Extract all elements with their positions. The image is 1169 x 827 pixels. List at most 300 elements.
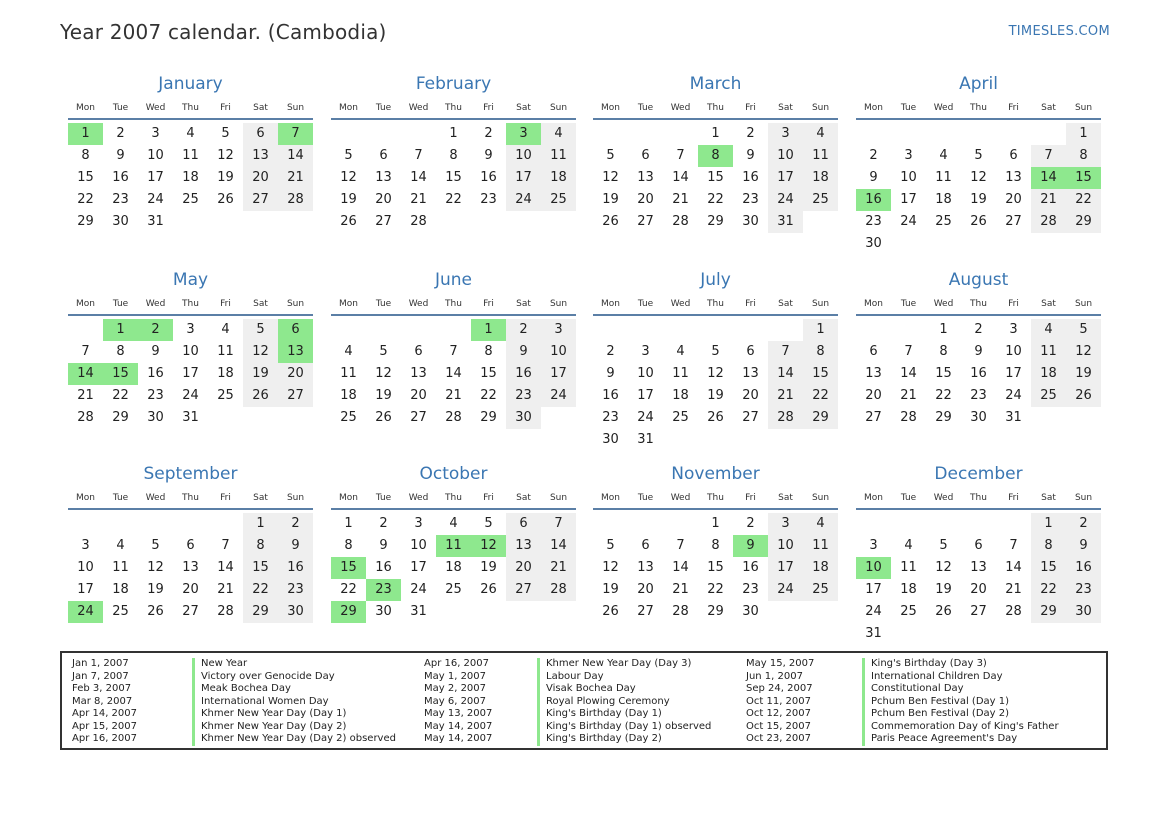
day-cell: 18 — [541, 167, 576, 189]
month-name: November — [671, 464, 760, 484]
empty-cell — [68, 513, 103, 535]
weekday-label: Sun — [1074, 493, 1093, 503]
holiday-date: Jan 1, 2007 — [72, 658, 129, 669]
day-cell: 16 — [147, 366, 164, 381]
day-cell: 7 — [1009, 538, 1018, 553]
day-cell: 25 — [803, 189, 838, 211]
day-cell: 4 — [449, 516, 458, 531]
holiday-date: Sep 24, 2007 — [746, 683, 813, 694]
day-cell: 3 — [768, 513, 803, 535]
weekday-label: Wed — [408, 493, 429, 503]
day-cell: 29 — [935, 410, 952, 425]
day-cell: 9 — [116, 148, 125, 163]
weekday-label: Sun — [286, 493, 305, 503]
day-cell: 24 — [506, 189, 541, 211]
day-cell: 26 — [970, 214, 987, 229]
day-cell: 30 — [147, 410, 164, 425]
holiday-name: Meak Bochea Day — [192, 683, 291, 696]
day-cell: 3 — [904, 148, 913, 163]
weekday-label: Wed — [145, 103, 166, 113]
empty-cell — [1031, 123, 1066, 145]
day-cell: 2 — [278, 513, 313, 535]
day-cell: 9 — [746, 148, 755, 163]
empty-cell — [961, 513, 996, 535]
day-cell: 13 — [182, 560, 199, 575]
day-cell: 8 — [243, 535, 278, 557]
day-cell: 26 — [243, 385, 278, 407]
day-cell: 5 — [221, 126, 230, 141]
day-cell: 7 — [81, 344, 90, 359]
month-november — [593, 463, 838, 623]
day-cell: 27 — [742, 410, 759, 425]
holiday-day-cell: 24 — [68, 601, 103, 623]
holiday-date: May 14, 2007 — [424, 733, 493, 744]
day-cell: 6 — [186, 538, 195, 553]
day-cell: 21 — [672, 192, 689, 207]
day-cell: 15 — [707, 560, 724, 575]
holiday-date: May 2, 2007 — [424, 683, 487, 694]
day-cell: 13 — [637, 170, 654, 185]
holiday-name: Victory over Genocide Day — [192, 671, 335, 684]
day-cell: 3 — [186, 322, 195, 337]
empty-cell — [138, 513, 173, 535]
day-cell: 22 — [243, 579, 278, 601]
empty-cell — [733, 319, 768, 341]
month-december — [856, 463, 1101, 645]
weekday-label: Mon — [339, 103, 358, 113]
holiday-name: New Year — [192, 658, 247, 671]
day-cell: 27 — [865, 410, 882, 425]
weekday-label: Mon — [339, 493, 358, 503]
empty-cell — [103, 513, 138, 535]
day-cell: 22 — [707, 192, 724, 207]
empty-cell — [926, 513, 961, 535]
day-cell: 1 — [711, 516, 720, 531]
empty-cell — [401, 319, 436, 341]
holiday-name: International Children Day — [862, 671, 1003, 684]
day-cell: 30 — [112, 214, 129, 229]
day-cell: 3 — [81, 538, 90, 553]
day-cell: 2 — [606, 344, 615, 359]
day-cell: 2 — [116, 126, 125, 141]
day-cell: 27 — [637, 214, 654, 229]
empty-cell — [593, 513, 628, 535]
day-grid — [593, 319, 838, 451]
day-cell: 20 — [182, 582, 199, 597]
weekday-label: Sun — [549, 299, 568, 309]
day-cell: 30 — [1066, 601, 1101, 623]
day-cell: 15 — [1031, 557, 1066, 579]
day-cell: 28 — [541, 579, 576, 601]
day-cell: 19 — [1066, 363, 1101, 385]
day-cell: 4 — [803, 513, 838, 535]
day-grid — [331, 513, 576, 623]
day-cell: 17 — [182, 366, 199, 381]
weekday-label: Sun — [286, 299, 305, 309]
day-cell: 5 — [711, 344, 720, 359]
day-cell: 6 — [379, 148, 388, 163]
day-grid — [856, 513, 1101, 645]
day-cell: 12 — [340, 170, 357, 185]
day-cell: 24 — [768, 189, 803, 211]
day-cell: 6 — [641, 148, 650, 163]
empty-cell — [698, 319, 733, 341]
weekday-label: Mon — [601, 493, 620, 503]
day-cell: 1 — [243, 513, 278, 535]
weekday-label: Fri — [745, 103, 756, 113]
day-cell: 25 — [672, 410, 689, 425]
holiday-name: King's Birthday (Day 1) observed — [537, 721, 711, 734]
weekday-label: Sat — [1041, 493, 1056, 503]
holiday-day-cell: 15 — [103, 363, 138, 385]
day-cell: 7 — [1031, 145, 1066, 167]
day-cell: 18 — [182, 170, 199, 185]
day-cell: 25 — [935, 214, 952, 229]
weekday-label: Fri — [220, 299, 231, 309]
empty-cell — [628, 319, 663, 341]
day-cell: 13 — [970, 560, 987, 575]
weekday-label: Tue — [637, 103, 654, 113]
weekday-label: Tue — [112, 493, 129, 503]
day-cell: 11 — [1031, 341, 1066, 363]
weekday-label: Sat — [516, 103, 531, 113]
weekday-label: Sat — [1041, 103, 1056, 113]
weekday-label: Wed — [670, 299, 691, 309]
day-cell: 16 — [480, 170, 497, 185]
holiday-date: Jun 1, 2007 — [746, 670, 803, 682]
empty-cell — [593, 319, 628, 341]
day-cell: 9 — [278, 535, 313, 557]
holiday-name: Visak Bochea Day — [537, 683, 636, 696]
day-cell: 20 — [637, 582, 654, 597]
month-september — [68, 463, 313, 623]
holiday-date: Apr 15, 2007 — [72, 720, 138, 732]
day-cell: 10 — [900, 170, 917, 185]
day-cell: 31 — [1005, 410, 1022, 425]
day-cell: 11 — [803, 145, 838, 167]
day-cell: 7 — [541, 513, 576, 535]
weekday-label: Sun — [811, 299, 830, 309]
day-cell: 19 — [602, 192, 619, 207]
weekday-header — [856, 488, 1101, 508]
weekday-label: Wed — [933, 493, 954, 503]
day-cell: 4 — [904, 538, 913, 553]
day-cell: 24 — [900, 214, 917, 229]
day-cell: 12 — [970, 170, 987, 185]
day-cell: 10 — [506, 145, 541, 167]
month-name: December — [934, 464, 1023, 484]
weekday-label: Thu — [707, 299, 724, 309]
holiday-date: Oct 12, 2007 — [746, 708, 811, 719]
day-grid — [331, 319, 576, 429]
day-cell: 8 — [116, 344, 125, 359]
day-cell: 15 — [77, 170, 94, 185]
weekday-label: Fri — [745, 493, 756, 503]
day-cell: 21 — [1031, 189, 1066, 211]
day-cell: 7 — [676, 538, 685, 553]
day-cell: 21 — [278, 167, 313, 189]
day-cell: 1 — [711, 126, 720, 141]
weekday-header — [593, 294, 838, 314]
day-cell: 3 — [768, 123, 803, 145]
empty-cell — [366, 319, 401, 341]
empty-cell — [593, 123, 628, 145]
day-cell: 30 — [970, 410, 987, 425]
day-cell: 26 — [340, 214, 357, 229]
weekday-label: Wed — [933, 299, 954, 309]
weekday-label: Sat — [778, 493, 793, 503]
holiday-date: Apr 16, 2007 — [424, 658, 490, 669]
day-cell: 16 — [742, 170, 759, 185]
empty-cell — [331, 319, 366, 341]
weekday-label: Sun — [549, 493, 568, 503]
weekday-label: Wed — [145, 493, 166, 503]
day-cell: 20 — [506, 557, 541, 579]
day-cell: 4 — [1031, 319, 1066, 341]
day-cell: 28 — [445, 410, 462, 425]
day-cell: 7 — [768, 341, 803, 363]
header-divider — [331, 118, 576, 120]
day-cell: 28 — [77, 410, 94, 425]
day-cell: 25 — [112, 604, 129, 619]
header-divider — [593, 508, 838, 510]
day-cell: 22 — [77, 192, 94, 207]
weekday-header — [593, 488, 838, 508]
weekday-header — [856, 294, 1101, 314]
month-october — [331, 463, 576, 623]
day-cell: 28 — [900, 410, 917, 425]
empty-cell — [208, 513, 243, 535]
day-cell: 16 — [278, 557, 313, 579]
holiday-date: May 14, 2007 — [424, 720, 493, 732]
day-cell: 31 — [182, 410, 199, 425]
day-cell: 30 — [742, 604, 759, 619]
empty-cell — [331, 123, 366, 145]
day-cell: 28 — [672, 214, 689, 229]
day-cell: 21 — [900, 388, 917, 403]
holiday-day-cell: 13 — [278, 341, 313, 363]
holiday-day-cell: 11 — [436, 535, 471, 557]
weekday-header — [593, 98, 838, 118]
day-cell: 31 — [410, 604, 427, 619]
day-cell: 19 — [147, 582, 164, 597]
day-cell: 22 — [480, 388, 497, 403]
holiday-date: Feb 3, 2007 — [72, 683, 132, 694]
day-cell: 17 — [637, 388, 654, 403]
day-cell: 20 — [1005, 192, 1022, 207]
weekday-label: Sat — [253, 103, 268, 113]
holiday-list — [60, 651, 1108, 750]
day-cell: 13 — [243, 145, 278, 167]
day-cell: 2 — [506, 319, 541, 341]
day-cell: 9 — [869, 170, 878, 185]
day-cell: 22 — [340, 582, 357, 597]
day-cell: 24 — [768, 579, 803, 601]
day-cell: 17 — [768, 167, 803, 189]
day-cell: 4 — [676, 344, 685, 359]
day-cell: 5 — [974, 148, 983, 163]
weekday-label: Fri — [483, 103, 494, 113]
header-divider — [68, 118, 313, 120]
day-cell: 31 — [637, 432, 654, 447]
day-cell: 17 — [147, 170, 164, 185]
weekday-label: Sat — [778, 103, 793, 113]
day-cell: 14 — [1005, 560, 1022, 575]
header-divider — [593, 314, 838, 316]
weekday-label: Thu — [182, 493, 199, 503]
weekday-label: Mon — [601, 299, 620, 309]
day-cell: 8 — [711, 538, 720, 553]
day-cell: 11 — [935, 170, 952, 185]
day-cell: 7 — [676, 148, 685, 163]
holiday-date: May 6, 2007 — [424, 695, 487, 707]
day-grid — [856, 123, 1101, 255]
day-cell: 10 — [768, 535, 803, 557]
day-cell: 9 — [1066, 535, 1101, 557]
day-cell: 22 — [445, 192, 462, 207]
day-grid — [593, 123, 838, 233]
month-february — [331, 73, 576, 233]
day-cell: 2 — [746, 516, 755, 531]
day-cell: 10 — [768, 145, 803, 167]
day-cell: 5 — [243, 319, 278, 341]
holiday-name: Khmer New Year Day (Day 2) observed — [192, 733, 396, 746]
empty-cell — [401, 123, 436, 145]
page-title: Year 2007 calendar. (Cambodia) — [60, 20, 387, 44]
weekday-label: Sun — [811, 493, 830, 503]
day-cell: 30 — [375, 604, 392, 619]
day-cell: 27 — [375, 214, 392, 229]
day-cell: 26 — [375, 410, 392, 425]
month-name: August — [948, 270, 1009, 290]
day-cell: 21 — [77, 388, 94, 403]
weekday-label: Mon — [76, 493, 95, 503]
day-cell: 27 — [278, 385, 313, 407]
day-cell: 7 — [221, 538, 230, 553]
weekday-label: Fri — [220, 493, 231, 503]
header-divider — [593, 118, 838, 120]
weekday-label: Mon — [76, 299, 95, 309]
empty-cell — [628, 123, 663, 145]
day-cell: 8 — [803, 341, 838, 363]
empty-cell — [768, 319, 803, 341]
day-cell: 29 — [1066, 211, 1101, 233]
day-cell: 6 — [506, 513, 541, 535]
weekday-label: Tue — [375, 103, 392, 113]
day-cell: 25 — [182, 192, 199, 207]
day-cell: 20 — [278, 363, 313, 385]
weekday-label: Sat — [253, 299, 268, 309]
weekday-label: Thu — [970, 103, 987, 113]
day-cell: 20 — [970, 582, 987, 597]
holiday-name: Khmer New Year Day (Day 3) — [537, 658, 691, 671]
day-cell: 1 — [939, 322, 948, 337]
header-divider — [331, 314, 576, 316]
weekday-header — [68, 488, 313, 508]
weekday-label: Tue — [112, 299, 129, 309]
weekday-label: Mon — [864, 299, 883, 309]
day-cell: 4 — [541, 123, 576, 145]
day-cell: 26 — [217, 192, 234, 207]
day-cell: 7 — [414, 148, 423, 163]
day-cell: 30 — [278, 601, 313, 623]
day-cell: 5 — [484, 516, 493, 531]
day-cell: 21 — [217, 582, 234, 597]
day-cell: 1 — [1066, 123, 1101, 145]
header-divider — [856, 508, 1101, 510]
day-cell: 13 — [742, 366, 759, 381]
day-cell: 23 — [480, 192, 497, 207]
day-cell: 2 — [484, 126, 493, 141]
day-cell: 19 — [375, 388, 392, 403]
weekday-label: Fri — [220, 103, 231, 113]
site-brand-link[interactable]: TIMESLES.COM — [1008, 24, 1110, 39]
holiday-date: Oct 15, 2007 — [746, 720, 811, 732]
holiday-name: King's Birthday (Day 1) — [537, 708, 662, 721]
weekday-label: Thu — [970, 493, 987, 503]
weekday-label: Thu — [445, 493, 462, 503]
day-cell: 5 — [606, 148, 615, 163]
day-cell: 30 — [506, 407, 541, 429]
holiday-name: Royal Plowing Ceremony — [537, 696, 670, 709]
empty-cell — [663, 513, 698, 535]
day-cell: 16 — [375, 560, 392, 575]
weekday-label: Sat — [516, 299, 531, 309]
day-cell: 24 — [182, 388, 199, 403]
day-grid — [593, 513, 838, 623]
day-cell: 24 — [147, 192, 164, 207]
day-cell: 25 — [217, 388, 234, 403]
day-cell: 13 — [637, 560, 654, 575]
day-cell: 21 — [768, 385, 803, 407]
day-cell: 27 — [243, 189, 278, 211]
day-cell: 22 — [1066, 189, 1101, 211]
month-june — [331, 269, 576, 429]
day-cell: 2 — [869, 148, 878, 163]
day-cell: 1 — [803, 319, 838, 341]
day-cell: 19 — [602, 582, 619, 597]
day-cell: 28 — [410, 214, 427, 229]
day-cell: 24 — [410, 582, 427, 597]
empty-cell — [173, 513, 208, 535]
holiday-day-cell: 1 — [103, 319, 138, 341]
day-cell: 23 — [742, 582, 759, 597]
day-cell: 29 — [707, 214, 724, 229]
day-cell: 28 — [1031, 211, 1066, 233]
month-april — [856, 73, 1101, 255]
month-july — [593, 269, 838, 451]
empty-cell — [436, 319, 471, 341]
holiday-date: May 13, 2007 — [424, 708, 493, 719]
month-name: June — [434, 270, 473, 290]
holiday-day-cell: 15 — [331, 557, 366, 579]
day-cell: 18 — [1031, 363, 1066, 385]
day-cell: 6 — [974, 538, 983, 553]
weekday-label: Sun — [1074, 299, 1093, 309]
day-cell: 16 — [506, 363, 541, 385]
day-grid — [68, 319, 313, 429]
day-cell: 20 — [375, 192, 392, 207]
day-cell: 14 — [278, 145, 313, 167]
day-cell: 25 — [445, 582, 462, 597]
day-cell: 18 — [340, 388, 357, 403]
holiday-day-cell: 1 — [471, 319, 506, 341]
day-cell: 12 — [217, 148, 234, 163]
day-cell: 8 — [344, 538, 353, 553]
day-cell: 5 — [379, 344, 388, 359]
empty-cell — [628, 513, 663, 535]
empty-cell — [366, 123, 401, 145]
